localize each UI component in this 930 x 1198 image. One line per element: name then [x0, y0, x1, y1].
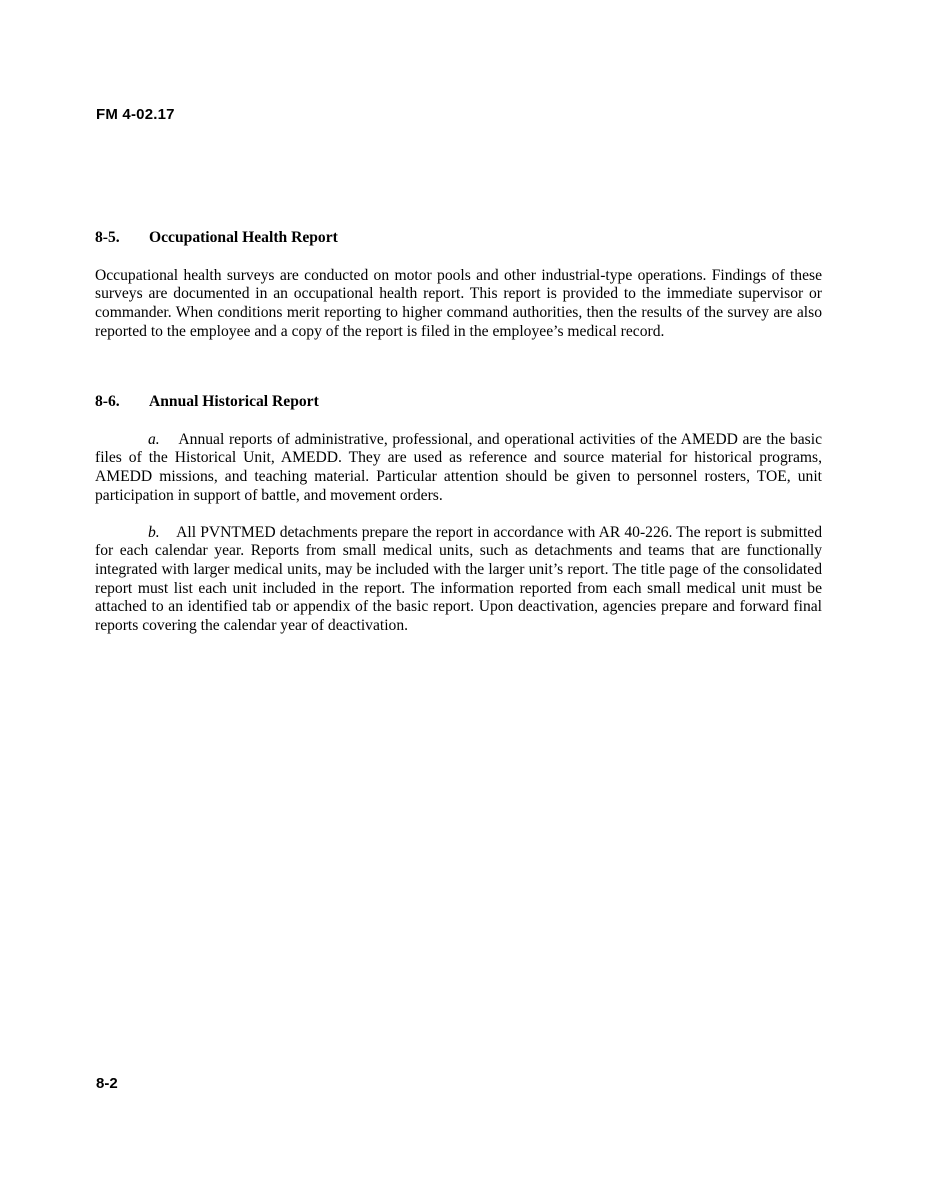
section-number: 8-6.: [95, 393, 120, 410]
document-header-code: FM 4-02.17: [96, 106, 175, 123]
paragraph-text: Annual reports of administrative, professional, and operational activities of the AMEDD are the basic files of the Historical Unit, AMEDD. They are used as reference and source material for historical programs, AMEDD missions, and teaching material. Particular attention should be given to personnel rosters, TOE, unit participation in support of battle, and movement orders.: [95, 430, 823, 504]
paragraph-b: [95, 524, 822, 636]
section-number: 8-5.: [95, 229, 120, 246]
section-heading: [95, 229, 822, 248]
section-heading: [95, 393, 822, 412]
paragraph-text: All PVNTMED detachments prepare the report in accordance with AR 40-226. The report is submitted for each calendar year. Reports from small medical units, such as detachments and teams that are functionally integrated with larger medical units, may be included with the larger unit’s report. The title page of the consolidated report must list each unit included in the report. The information reported from each small medical unit must be attached to an identified tab or appendix of the basic report. Upon deactivation, agencies prepare and forward final reports covering the calendar year of deactivation.: [95, 523, 822, 635]
section-title: Occupational Health Report: [149, 229, 338, 246]
section-title: Annual Historical Report: [149, 393, 319, 410]
paragraph-marker: a.: [148, 430, 160, 448]
page-number: 8-2: [96, 1075, 118, 1092]
paragraph-marker: b.: [148, 523, 160, 541]
section-annual-historical-report: [95, 393, 822, 636]
section-occupational-health-report: [95, 229, 822, 342]
paragraph: Occupational health surveys are conducted on motor pools and other industrial-type operations. Findings of these surveys are documented in an occupational health report. This report is provided to the immediate supervisor or commander. When conditions merit reporting to higher command authorities, then the results of the survey are also reported to the employee and a copy of the report is filed in the employee’s medical record.: [95, 266, 822, 340]
paragraph-a: [95, 431, 822, 506]
